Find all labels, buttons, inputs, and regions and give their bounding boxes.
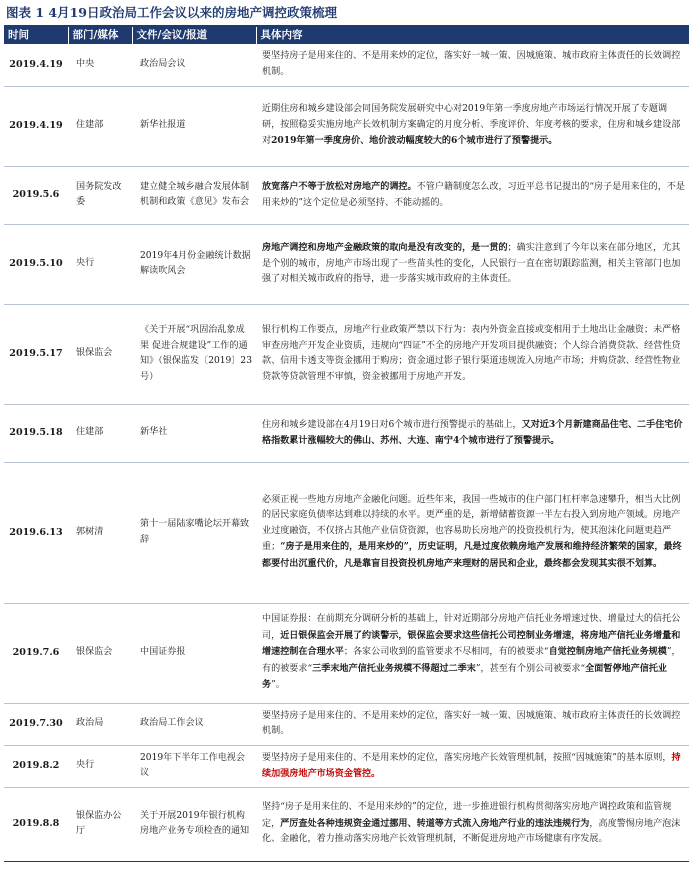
cell-content [256,224,689,304]
cell-doc: 第十一届陆家嘴论坛开幕致辞 [132,462,256,603]
cell-doc: 建立健全城乡融合发展体制机制和政策《意见》发布会 [132,166,256,224]
cell-content [256,166,689,224]
cell-date: 2019.7.30 [4,703,68,745]
cell-doc: 新华社报道 [132,86,256,166]
content-text: 坚持“房子是用来住的、不是用来炒的”的定位，进一步推进银行机构贯彻落实房地产调控政策和监管规定， [262,802,672,829]
cell-date: 2019.8.8 [4,787,68,861]
policy-table [4,27,690,862]
cell-date: 2019.4.19 [4,44,68,86]
emphasis-text: 自觉控制房地产信托业务规模 [548,646,667,658]
content-text: 必须正视一些地方房地产金融化问题。近些年来，我国一些城市的住户部门杠杆率急速攀升，相当大比例的居民家庭负债率达到难以持续的水平。更严重的是，新增储蓄资源一半左右投入到房地产领域。房地产业过度融资，不仅挤占其他产业信贷资源，也容易助长房地产的投资投机行为，使其泡沫化问题更趋严重； [262,494,681,553]
table-row [4,166,689,224]
cell-content [256,603,689,703]
cell-date: 2019.5.10 [4,224,68,304]
content-text: ”。 [271,680,285,691]
cell-date: 2019.6.13 [4,462,68,603]
header-doc: 文件/会议/报道 [132,27,256,44]
emphasis-text: 又对近3个月新建商品住宅、二手住宅价格指数累计涨幅较大的佛山、苏州、大连、南宁4个城市进行了预警提示。 [262,418,683,446]
content-text: 住房和城乡建设部在4月19日对6个城市进行预警提示的基础上， [262,419,522,430]
emphasis-text: 近日银保监会开展了约谈警示，银保监会要求这些信托公司控制业务增速，将房地产信托业务增量和增速控制在合理水平 [262,629,681,658]
table-row [4,86,689,166]
table-row [4,44,689,86]
cell-dept: 郭树清 [68,462,132,603]
header-date: 时间 [4,27,68,44]
cell-date: 2019.5.17 [4,304,68,404]
cell-content [256,462,689,603]
table-row [4,304,689,404]
emphasis-text: 严厉查处各种违规资金通过挪用、转道等方式流入房地产行业的违法违规行为 [280,817,590,829]
cell-content [256,745,689,787]
table-row [4,787,689,861]
content-text: 近期住房和城乡建设部会同国务院发展研究中心对2019年第一季度房地产市场运行情况开展了专题调研，按照稳妥实施房地产长效机制方案确定的月度分析、季度评价、年度考核的要求，住房和城乡建设部对 [262,104,681,147]
table-row [4,703,689,745]
cell-doc: 《关于开展“巩固治乱象成果 促进合规建设”工作的通知》（银保监发〔2019〕23号） [132,304,256,404]
cell-doc: 关于开展2019年银行机构房地产业务专项检查的通知 [132,787,256,861]
table-row [4,603,689,703]
cell-dept: 中央 [68,44,132,86]
cell-date: 2019.5.18 [4,404,68,462]
content-text: 不管户籍制度怎么改，习近平总书记提出的“房子是用来住的，不是用来炒的”这个定位是必须坚持、不能动摇的。 [262,182,685,208]
emphasis-text: “房子是用来住的，是用来炒的”，历史证明，凡是过度依赖房地产发展和维持经济繁荣的国家，最终都要付出沉重代价，凡是靠盲目投资投机房地产来理财的居民和企业，最终都会发现其实很不划算。 [262,541,682,569]
content-text: 要坚持房子是用来住的、不是用来炒的定位，落实房地产长效管理机制，按照“因城施策”的基本原则， [262,752,672,763]
table-body [4,44,689,861]
emphasis-text: 2019年第一季度房价、地价波动幅度较大的6个城市进行了预警提示。 [271,135,558,147]
content-text: 要坚持房子是用来住的、不是用来炒的定位，落实好一城一策、因城施策、城市政府主体责任的长效调控机制。 [262,710,681,736]
cell-dept: 银保监会 [68,603,132,703]
content-text: ”，甚至有个别公司被要求“ [475,663,586,674]
cell-doc: 政治局会议 [132,44,256,86]
cell-content [256,703,689,745]
cell-dept: 政治局 [68,703,132,745]
table-row [4,224,689,304]
content-text: ；各家公司收到的监管要求不尽相同，有的被要求“ [343,647,549,658]
content-text: ；确实注意到了今年以来在部分地区，尤其是个别的城市，房地产市场出现了一些苗头性的变化，人民银行一直在密切跟踪监测，相关主管部门也加强了对相关城市政府的指导，进一步落实城市政府的主体责任。 [262,243,681,285]
cell-dept: 银保监办公厅 [68,787,132,861]
cell-dept: 央行 [68,224,132,304]
table-row [4,745,689,787]
cell-content [256,86,689,166]
emphasis-text: 放宽落户不等于放松对房地产的调控。 [262,181,417,192]
cell-content [256,44,689,86]
content-text: 银行机构工作要点，房地产行业政策严禁以下行为：表内外资金直接或变相用于土地出让金融资；未严格审查房地产开发企业资质，违规向“四证”不全的房地产开发项目提供融资；个人综合消费贷款、经营性贷款、信用卡透支等资金挪用于购房；资金通过影子银行渠道违规流入房地产市场；并购贷款、经营性物业贷款等贷款管理不审慎，资金被挪用于房地产开发。 [262,325,681,382]
content-text: ，高度警惕房地产泡沫化、金融化，着力推动落实房地产长效管理机制，不断促进房地产市场健康有序发展。 [262,818,681,845]
cell-content [256,304,689,404]
cell-date: 2019.7.6 [4,603,68,703]
cell-doc: 政治局工作会议 [132,703,256,745]
content-text: 要坚持房子是用来住的、不是用来炒的定位，落实好一城一策、因城施策、城市政府主体责任的长效调控机制。 [262,51,681,77]
cell-dept: 央行 [68,745,132,787]
cell-dept: 国务院发改委 [68,166,132,224]
table-header-row [4,27,689,44]
cell-dept: 住建部 [68,404,132,462]
cell-dept: 住建部 [68,86,132,166]
cell-doc: 2019年4月份金融统计数据解读吹风会 [132,224,256,304]
cell-date: 2019.4.19 [4,86,68,166]
content-text: 中国证券报：在前期充分调研分析的基础上，针对近期部分房地产信托业务增速过快、增量过大的信托公司， [262,614,681,641]
header-content: 具体内容 [256,27,689,44]
cell-date: 2019.8.2 [4,745,68,787]
emphasis-text: 三季末地产信托业务规模不得超过二季末 [312,662,476,674]
cell-doc: 中国证券报 [132,603,256,703]
cell-content [256,787,689,861]
highlight-text: 持续加强房地产市场资金管控。 [262,751,681,779]
cell-dept: 银保监会 [68,304,132,404]
header-dept: 部门/媒体 [68,27,132,44]
figure-caption: 图表 1 4月19日政治局工作会议以来的房地产调控政策梳理 [6,5,337,20]
emphasis-text: 房地产调控和房地产金融政策的取向是没有改变的，是一贯的 [262,242,508,254]
table-row [4,404,689,462]
cell-doc: 新华社 [132,404,256,462]
cell-date: 2019.5.6 [4,166,68,224]
content-text: ”，有的被要求“ [262,647,681,674]
cell-content [256,404,689,462]
table-row [4,462,689,603]
cell-doc: 2019年下半年工作电视会议 [132,745,256,787]
emphasis-text: 全面暂停地产信托业务 [262,662,668,691]
